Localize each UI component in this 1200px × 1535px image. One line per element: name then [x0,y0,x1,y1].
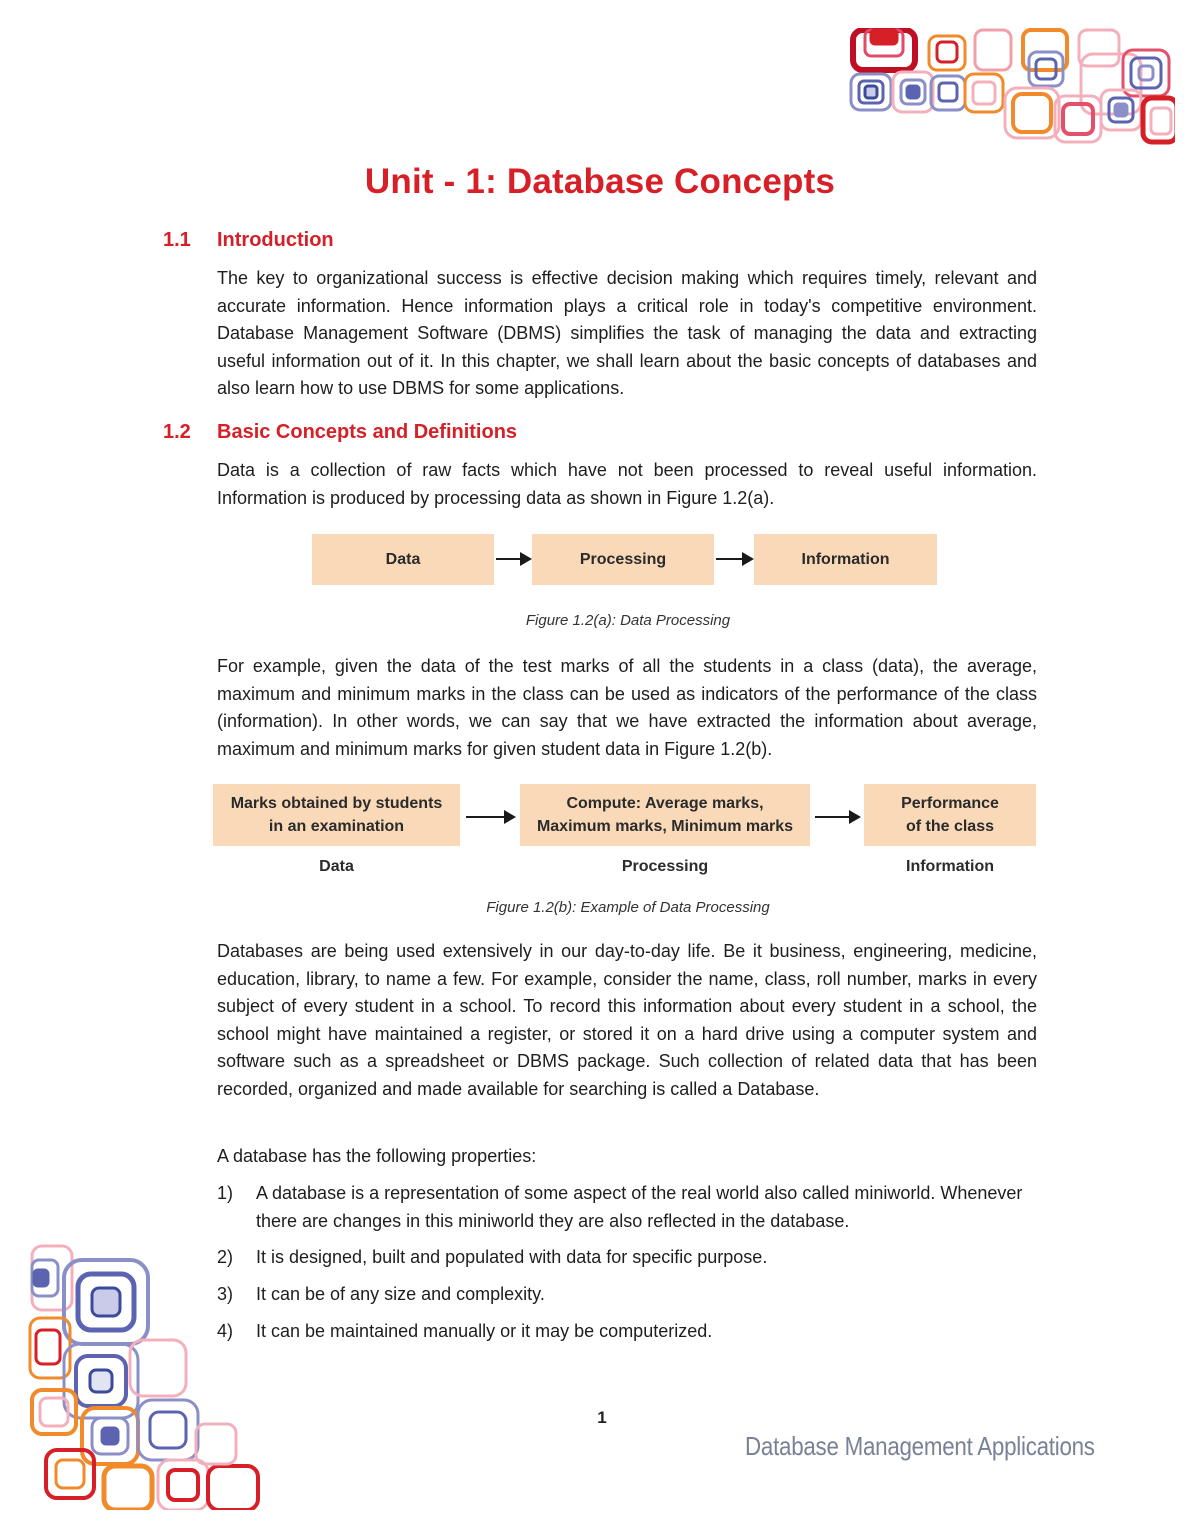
list-text: It can be maintained manually or it may be computerized. [256,1321,713,1341]
figure-a-caption: Figure 1.2(a): Data Processing [525,612,731,629]
list-number: 4) [217,1321,234,1341]
figure-b-label-data: Data [319,858,354,875]
arrow-icon [815,810,861,824]
list-text: A database is a representation of some aspect of the real world also called miniworld. Whenever there are changes in this miniworld they are also reflected in the database. [256,1183,1023,1231]
box-line: in an examination [268,818,405,835]
arrow-icon [496,552,532,566]
figure-a-data-box: Data [312,534,494,585]
figure-b-caption: Figure 1.2(b): Example of Data Processing [486,899,770,916]
properties-intro: A database has the following properties: [217,1146,537,1166]
section-number: 1.1 [163,229,191,251]
section-number: 1.2 [163,421,191,443]
footer-book-title: Database Management Applications [745,1431,1095,1461]
figure-b-information-box [864,784,1036,846]
box-line: Performance [901,795,999,812]
box-line: Marks obtained by students [230,795,443,812]
figure-a-processing-box: Processing [532,534,714,585]
figure-b-label-information: Information [906,858,994,875]
figure-b-data-box [213,784,460,846]
box-line: of the class [905,818,994,835]
databases-paragraph: Databases are being used extensively in our day-to-day life. Be it business, engineering, medicine, education, library, to name a few. For example, consider the name, class, roll number, marks in every subject of every student in a school. To record this information about every student in a school, the school might have maintained a register, or stored it on a hard drive using a computer system and software such as a spreadsheet or DBMS package. Such collection of related data that has been recorded, organized and made available for searching is called a Database. [217,941,1037,1099]
section-heading-basic-concepts [163,421,517,444]
example-paragraph: For example, given the data of the test marks of all the students in a class (data), the average, maximum and minimum marks in the class can be used as indicators of the performance of the class (information). In other words, we can say that we have extracted the information about average, maximum and minimum marks for given student data in Figure 1.2(b). [217,656,1037,759]
list-text: It can be of any size and complexity. [256,1284,545,1304]
list-number: 2) [217,1247,234,1267]
basic-concepts-paragraph: Data is a collection of raw facts which have not been processed to reveal useful information. Information is produced by processing data as shown in Figure 1.2(a). [217,460,1037,508]
arrow-icon [716,552,754,566]
concentric-squares-pattern-icon [845,28,1175,146]
section-heading-introduction [163,229,334,252]
section-title: Introduction [217,229,334,251]
arrow-icon [466,810,516,824]
page-number: 1 [597,1408,607,1427]
box-line: Compute: Average marks, [566,795,764,812]
figure-b-label-processing: Processing [621,858,709,875]
box-line: Maximum marks, Minimum marks [536,818,794,835]
list-number: 3) [217,1284,234,1304]
list-number: 1) [217,1183,234,1203]
section-title: Basic Concepts and Definitions [217,421,518,443]
figure-a-information-box: Information [754,534,937,585]
list-text: It is designed, built and populated with data for specific purpose. [256,1247,768,1267]
unit-title: Unit - 1: Database Concepts [364,162,836,201]
figure-b-processing-box [520,784,810,846]
intro-paragraph: The key to organizational success is effective decision making which requires timely, relevant and accurate information. Hence information plays a critical role in today's competitive environment. Database Management Software (DBMS) simplifies the task of managing the data and extracting useful information out of it. In this chapter, we shall learn about the basic concepts of databases and also learn how to use DBMS for some applications. [217,268,1037,398]
